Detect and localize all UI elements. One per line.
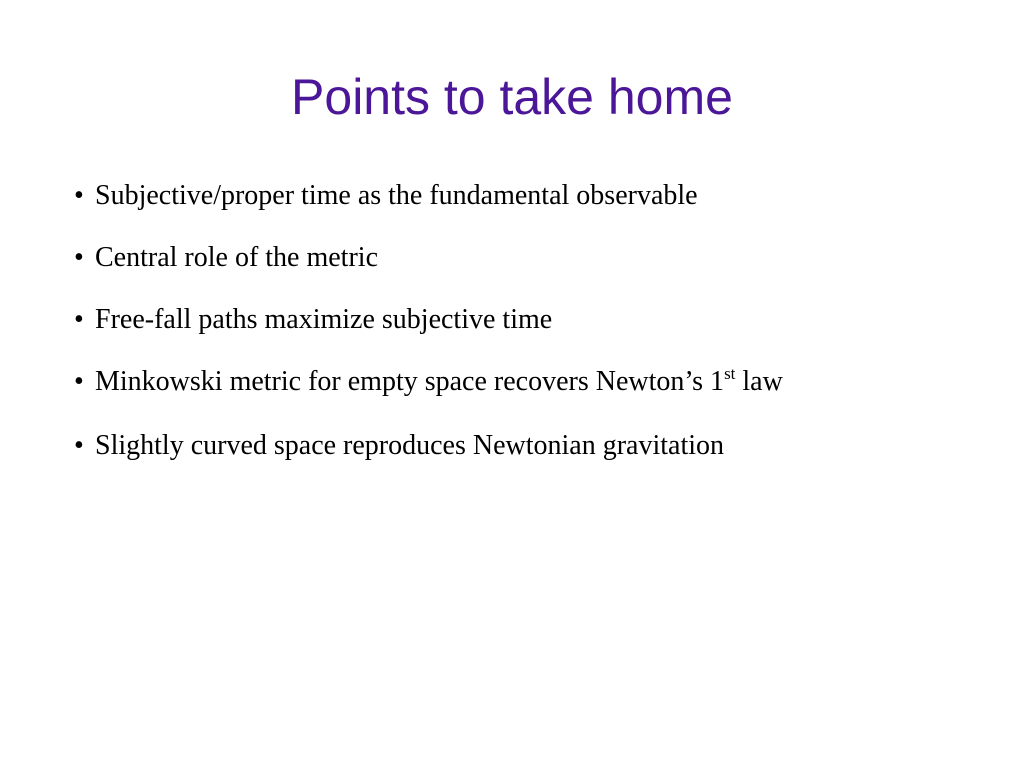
superscript-ordinal: st [724, 364, 736, 383]
bullet-text: Free-fall paths maximize subjective time [95, 304, 553, 335]
slide-title: Points to take home [291, 69, 733, 125]
bullet-text: Minkowski metric for empty space recovers Newton’s 1 [95, 366, 725, 397]
bullet-item [74, 364, 783, 400]
bullet-item [74, 240, 378, 276]
bullet-text: Central role of the metric [95, 242, 378, 273]
bullet-marker: • [74, 180, 84, 211]
bullet-text-suffix: law [735, 366, 783, 397]
bullet-item [74, 428, 724, 464]
bullet-item [74, 302, 552, 338]
bullet-marker: • [74, 430, 84, 461]
bullet-text: Slightly curved space reproduces Newtonian gravitation [95, 430, 725, 461]
bullet-marker: • [74, 242, 84, 273]
bullet-item [74, 178, 698, 214]
bullet-marker: • [74, 366, 84, 397]
bullet-text: Subjective/proper time as the fundamental observable [95, 180, 698, 211]
bullet-marker: • [74, 304, 84, 335]
